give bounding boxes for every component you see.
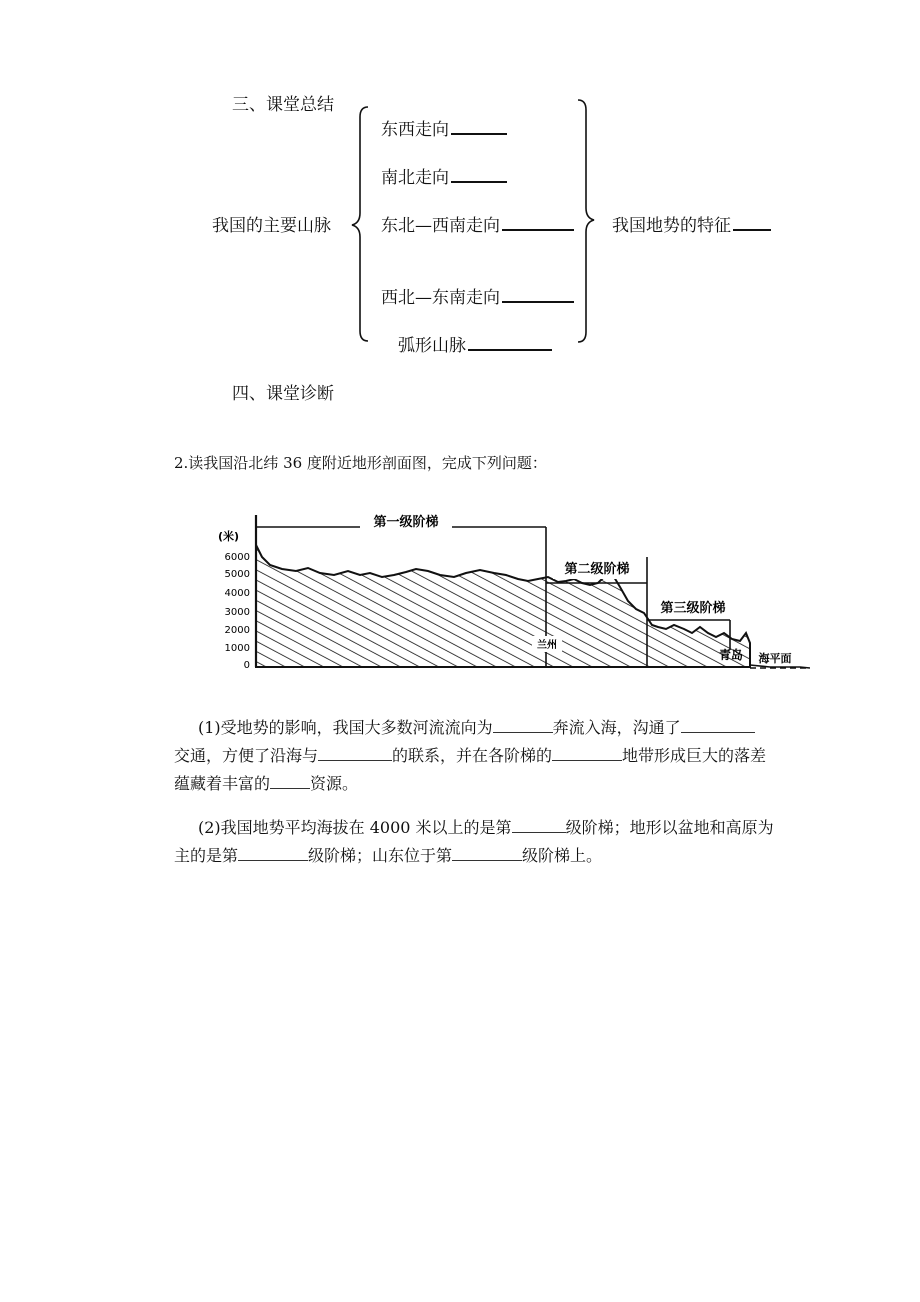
answer-blank[interactable] (502, 287, 574, 303)
answer-blank[interactable] (451, 167, 507, 183)
item-east-west: 东西走向 (381, 115, 507, 140)
city-label-qingdao: 青岛 (718, 648, 744, 662)
q2-line-2: 主的是第 级阶梯；山东位于第 级阶梯上。 (174, 846, 603, 865)
answer-blank[interactable] (493, 718, 553, 733)
city-label-lanzhou: 兰州 (537, 640, 557, 651)
step-3-label: 第三级阶梯 (660, 601, 726, 616)
right-brace (574, 98, 596, 348)
sea-level-label: 海平面 (758, 652, 792, 665)
answer-blank[interactable] (468, 335, 552, 351)
section-4-heading: 四、课堂诊断 (232, 384, 334, 404)
y-tick: 4000 (224, 588, 250, 599)
answer-blank[interactable] (270, 774, 310, 789)
y-tick: 5000 (224, 569, 250, 580)
answer-blank[interactable] (552, 746, 622, 761)
step-2-label: 第二级阶梯 (564, 562, 630, 577)
q1-line-2: 交通，方便了沿海与 的联系，并在各阶梯的 地带形成巨大的落差 (174, 746, 767, 765)
terrain-feature-label: 我国地势的特征 (612, 211, 771, 236)
answer-blank[interactable] (502, 215, 574, 231)
left-brace (350, 105, 372, 350)
y-tick: 1000 (224, 643, 250, 654)
q1-line-1: (1)受地势的影响，我国大多数河流流向为 奔流入海，沟通了 (198, 715, 755, 738)
item-arc: 弧形山脉 (398, 331, 552, 356)
answer-blank[interactable] (512, 818, 566, 833)
y-tick: 6000 (224, 552, 250, 563)
answer-blank[interactable] (733, 215, 771, 231)
item-nw-se: 西北—东南走向 (381, 283, 574, 308)
main-mountains-label: 我国的主要山脉 (212, 216, 331, 236)
answer-blank[interactable] (318, 746, 392, 761)
q1-line-3: 蕴藏着丰富的 资源。 (174, 774, 359, 793)
question-2-prompt: 2.读我国沿北纬 36 度附近地形剖面图，完成下列问题： (174, 454, 547, 472)
answer-blank[interactable] (451, 119, 507, 135)
item-north-south: 南北走向 (381, 163, 507, 188)
terrain-profile-figure (210, 505, 810, 685)
step-1-label: 第一级阶梯 (373, 515, 439, 530)
item-ne-sw: 东北—西南走向 (381, 211, 574, 236)
section-3-heading: 三、课堂总结 (232, 95, 334, 115)
q2-line-1: (2)我国地势平均海拔在 4000 米以上的是第 级阶梯；地形以盆地和高原为 (198, 818, 774, 837)
y-tick: 2000 (224, 625, 250, 636)
unit-label: (米) (218, 530, 240, 543)
answer-blank[interactable] (452, 846, 522, 861)
answer-blank[interactable] (238, 846, 308, 861)
answer-blank[interactable] (681, 718, 755, 733)
y-tick: 3000 (224, 607, 250, 618)
y-tick: 0 (243, 660, 250, 671)
